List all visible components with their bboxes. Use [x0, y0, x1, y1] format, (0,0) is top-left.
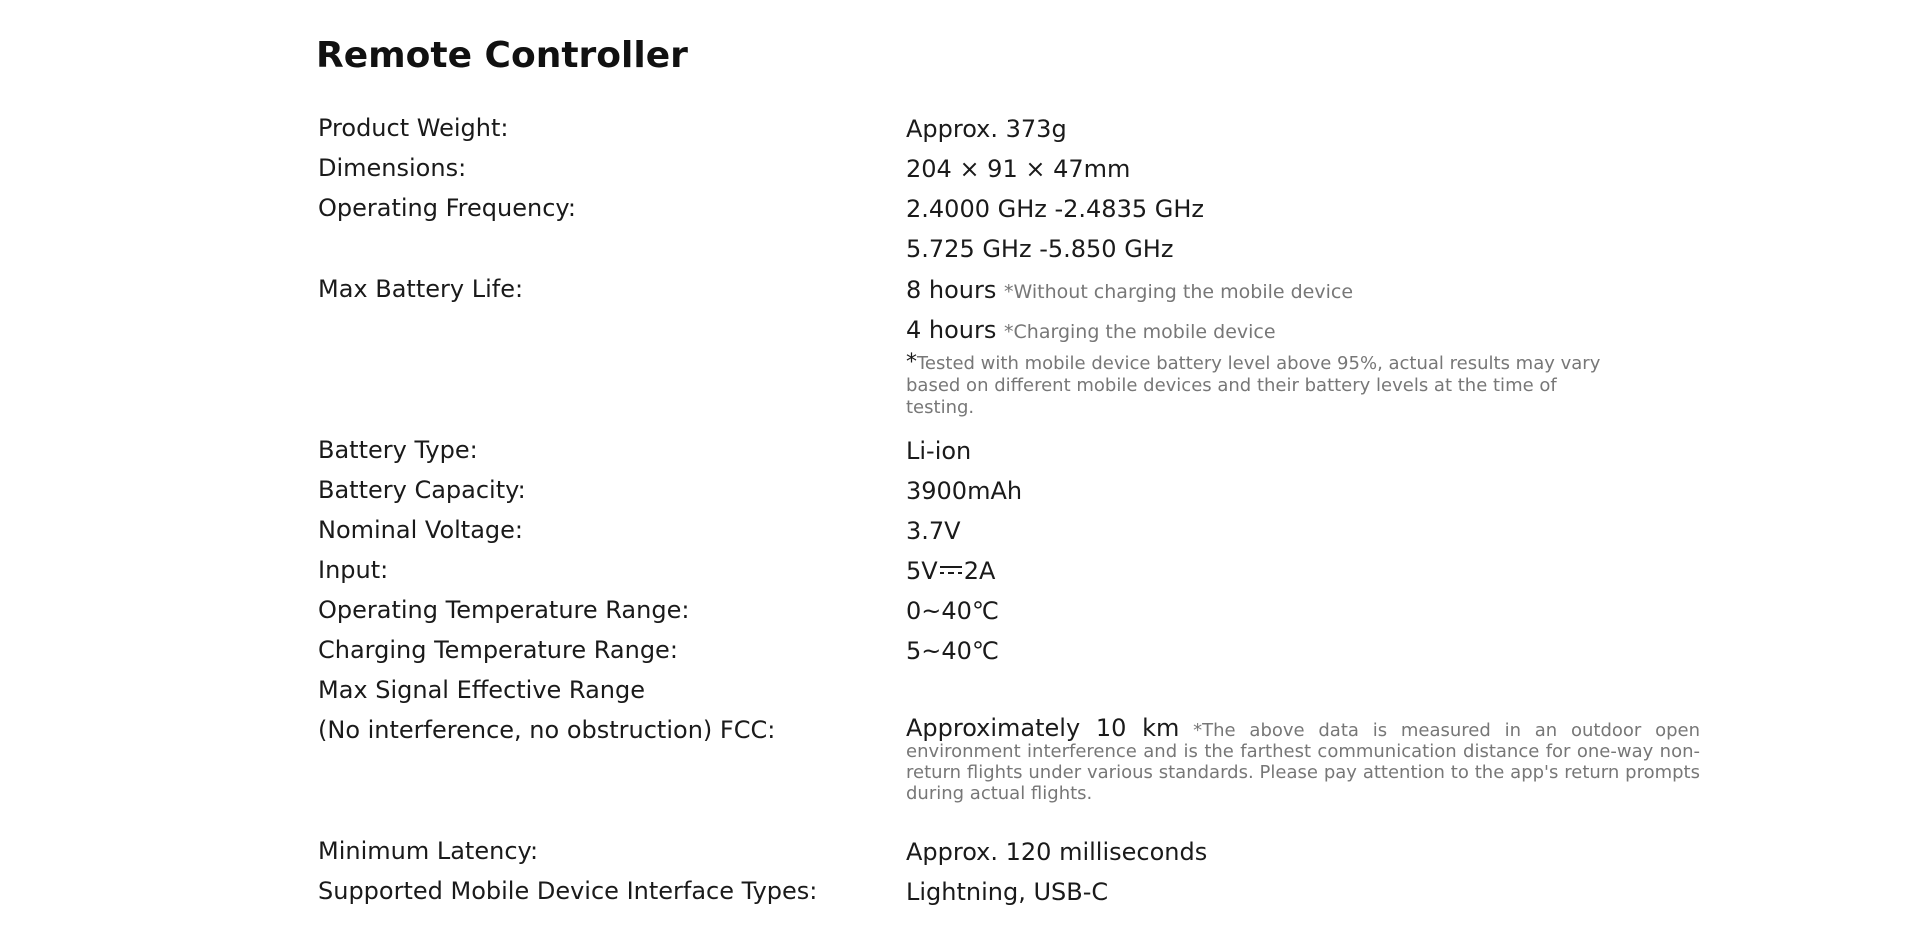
battery-life-note-2: *Charging the mobile device	[1004, 321, 1276, 343]
operating-temp-value: 0~40℃	[906, 597, 999, 625]
latency-label: Minimum Latency:	[318, 837, 539, 865]
signal-range-note: *The above data is measured in an outdoor open environment interference and is the farthest communication distance for one-way non-return flights under various standards. Please pay attention to the app's return prompts during actual flights.	[906, 720, 1700, 804]
battery-life-value-1: 8 hours	[906, 276, 997, 304]
battery-capacity-value: 3900mAh	[906, 477, 1023, 505]
frequency-value-2: 5.725 GHz -5.850 GHz	[906, 235, 1174, 263]
frequency-label: Operating Frequency:	[318, 194, 576, 222]
input-label: Input:	[318, 556, 389, 584]
interfaces-value: Lightning, USB-C	[906, 878, 1109, 906]
weight-value: Approx. 373g	[906, 115, 1067, 143]
operating-temp-label: Operating Temperature Range:	[318, 596, 690, 624]
battery-capacity-label: Battery Capacity:	[318, 476, 526, 504]
battery-life-row-2	[906, 315, 1276, 347]
dc-symbol-icon	[939, 563, 963, 577]
footnote-star: *	[906, 350, 917, 375]
input-current: 2A	[963, 557, 996, 585]
input-value	[906, 556, 995, 586]
battery-life-value-2: 4 hours	[906, 316, 997, 344]
battery-type-value: Li-ion	[906, 437, 972, 465]
charging-temp-label: Charging Temperature Range:	[318, 636, 678, 664]
signal-range-label-1: Max Signal Effective Range	[318, 676, 645, 704]
page-title: Remote Controller	[316, 35, 688, 76]
dimensions-label: Dimensions:	[318, 154, 467, 182]
charging-temp-value: 5~40℃	[906, 637, 999, 665]
battery-life-label: Max Battery Life:	[318, 275, 524, 303]
frequency-value-1: 2.4000 GHz -2.4835 GHz	[906, 195, 1204, 223]
battery-life-footnote-text: Tested with mobile device battery level above 95%, actual results may vary based on different mobile devices and their battery levels at the time of testing.	[906, 353, 1601, 418]
nominal-voltage-label: Nominal Voltage:	[318, 516, 524, 544]
weight-label: Product Weight:	[318, 114, 509, 142]
signal-range-label-2: (No interference, no obstruction) FCC:	[318, 716, 776, 744]
nominal-voltage-value: 3.7V	[906, 517, 961, 545]
signal-range-value: Approximately 10 km	[906, 714, 1180, 742]
input-voltage: 5V	[906, 557, 938, 585]
battery-life-footnote	[906, 352, 1626, 419]
latency-value: Approx. 120 milliseconds	[906, 838, 1208, 866]
battery-life-note-1: *Without charging the mobile device	[1004, 281, 1354, 303]
battery-type-label: Battery Type:	[318, 436, 478, 464]
signal-range-value-block	[906, 714, 1700, 804]
interfaces-label: Supported Mobile Device Interface Types:	[318, 877, 818, 905]
dimensions-value: 204 × 91 × 47mm	[906, 155, 1131, 183]
battery-life-row-1	[906, 275, 1353, 307]
